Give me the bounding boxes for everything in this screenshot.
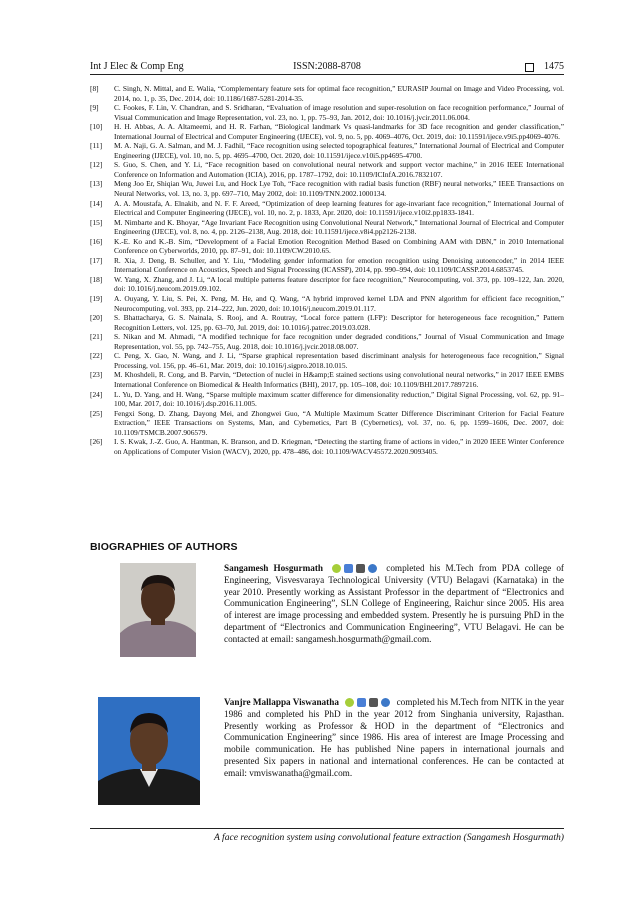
reference-item [90, 390, 564, 409]
reference-item [90, 199, 564, 218]
reference-number: [12] [90, 160, 103, 170]
reference-item [90, 275, 564, 294]
reference-number: [17] [90, 255, 103, 265]
reference-number: [9] [90, 103, 99, 113]
portrait-image [98, 697, 200, 805]
profile-icons [345, 698, 390, 707]
reference-text: I. S. Kwak, J.-Z. Guo, A. Hantman, K. Branson, and D. Kriegman, “Detecting the starting frame of actions in video,” in 2020 IEEE Winter Conference on Applications of Computer Vision (WACV), 2020, pp. 478–486, doi: 10.1109/WACV45572.2020.9093405. [114, 437, 564, 456]
reference-text: M. Nimbarte and K. Bhoyar, “Age Invariant Face Recognition using Convolutional Neural Network,” International Journal of Electrical and Computer Engineering (IJECE), vol. 8, no. 4, pp. 2126–2138, Aug. 2018, doi: 10.11591/ijece.v8i4.pp2126-2138. [114, 217, 564, 237]
scopus-icon[interactable] [356, 564, 365, 573]
reference-item [90, 294, 564, 313]
reference-number: [16] [90, 236, 103, 246]
reference-text: R. Xia, J. Deng, B. Schuller, and Y. Liu, “Modeling gender information for emotion recognition using Denoising autoencoder,” in 2014 IEEE International Conference on Acoustics, Speech and Signal Processing (ICASSP), 2014, pp. 990–994, doi: 10.1109/ICASSP.2014.6853745. [114, 255, 564, 275]
reference-number: [13] [90, 179, 103, 189]
author-description: completed his M.Tech from PDA college of Engineering, Visvesvaraya Technological University (VTU) Belagavi (Karnataka) in the year 2010. Presently working as Assistant Professor in the department of “Electronics and Communication Engineering”, SLN College of Engineering, Raichur since 2005. His area of interest are image processing and embedded system. Presently he is pursuing PhD in the department of “Electronics and Communication Engineering”, VTU Belagavi. He can be contacted at email: sangamesh.hosgurmath@gmail.com. [224, 563, 564, 644]
reference-text: M. Khoshdeli, R. Cong, and B. Parvin, “Detection of nuclei in H&amp;E stained sections using convolutional neural networks,” in 2017 IEEE EMBS International Conference on Biomedical & Health Informatics (BHI), 2017, pp. 105–108, doi: 10.1109/BHI.2017.7897216. [114, 370, 564, 389]
author-description: completed his M.Tech from NITK in the year 1986 and completed his PhD in the year 2012 from Singhania university, Rajasthan. Presently working as Professor & HOD in the department of “Electronics and Communication Engineering” since 1986. His area of interest are Image Processing and mobile communication. He has published Nine papers in international journals and presented Six papers in national and international conferences. He can be contacted at email: vmviswanatha@gmail.com. [224, 697, 564, 778]
reference-text: K.-E. Ko and K.-B. Sim, “Development of a Facial Emotion Recognition Method Based on Combining AAM with DBN,” in 2010 International Conference on Cyberworlds, 2010, pp. 87–91, doi: 10.1109/CW.2010.65. [114, 236, 564, 256]
reference-number: [15] [90, 217, 103, 227]
reference-item [90, 351, 564, 370]
reference-text: M. A. Naji, G. A. Salman, and M. J. Fadhil, “Face recognition using selected topographical features,” International Journal of Electrical and Computer Engineering (IJECE), vol. 10, no. 5, pp. 4695–4700, Oct. 2020, doi: 10.11591/ijece.v10i5.pp4695-4700. [114, 141, 564, 160]
scopus-icon[interactable] [369, 698, 378, 707]
reference-item [90, 122, 564, 141]
author-name: Sangamesh Hosgurmath [224, 563, 324, 573]
reference-list [90, 84, 564, 456]
reference-item [90, 141, 564, 160]
reference-text: S. Guo, S. Chen, and Y. Li, “Face recognition based on convolutional neural network and support vector machine,” in 2016 IEEE International Conference on Information and Automation (ICIA), 2016, pp. 1787–1792, doi: 10.1109/ICInfA.2016.7832107. [114, 160, 564, 179]
issn: ISSN:2088-8708 [293, 61, 361, 72]
section-heading: BIOGRAPHIES OF AUTHORS [90, 541, 238, 553]
orcid-icon[interactable] [332, 564, 341, 573]
orcid-icon[interactable] [345, 698, 354, 707]
reference-text: A. A. Moustafa, A. Elnakib, and N. F. F. Areed, “Optimization of deep learning features for age-invariant face recognition,” International Journal of Electrical and Computer Engineering (IJECE), vol. 10, no. 2, p. 1833, Apr. 2020, doi: 10.11591/ijece.v10i2.pp1833-1841. [114, 198, 564, 218]
square-icon [525, 63, 534, 72]
reference-number: [11] [90, 141, 103, 151]
author-photo [120, 563, 196, 657]
reference-item [90, 437, 564, 456]
reference-number: [14] [90, 198, 103, 208]
google-scholar-icon[interactable] [357, 698, 366, 707]
reference-number: [24] [90, 389, 103, 399]
reference-number: [22] [90, 351, 103, 361]
reference-number: [23] [90, 370, 103, 380]
running-footer: A face recognition system using convolutional feature extraction (Sangamesh Hosgurmath) [213, 832, 564, 843]
page-number-group [525, 60, 564, 74]
reference-text: C. Peng, X. Gao, N. Wang, and J. Li, “Sparse graphical representation based discriminant analysis for heterogeneous face recognition,” Signal Processing, vol. 156, pp. 46–61, Mar. 2019, doi: 10.1016/j.sigpro.2018.10.015. [114, 351, 564, 370]
publons-icon[interactable] [381, 698, 390, 707]
reference-item [90, 409, 564, 438]
footer-divider [90, 828, 564, 829]
running-header [90, 60, 564, 75]
google-scholar-icon[interactable] [344, 564, 353, 573]
reference-number: [20] [90, 313, 103, 323]
reference-number: [19] [90, 294, 103, 304]
reference-number: [26] [90, 437, 103, 447]
journal-name: Int J Elec & Comp Eng [90, 61, 184, 72]
reference-number: [10] [90, 122, 103, 132]
reference-number: [25] [90, 408, 103, 418]
reference-item [90, 237, 564, 256]
author-name: Vanjre Mallappa Viswanatha [224, 697, 339, 707]
reference-text: W. Yang, X. Zhang, and J. Li, “A local multiple patterns feature descriptor for face recognition,” Neurocomputing, vol. 373, pp. 109–122, Jan. 2020, doi: 10.1016/j.neucom.2019.09.102. [114, 274, 564, 294]
reference-text: C. Singh, N. Mittal, and E. Walia, “Complementary feature sets for optimal face recognition,” EURASIP Journal on Image and Video Processing, vol. 2014, no. 1, p. 35, Dec. 2014, doi: 10.1186/1687-5281-2014-35. [114, 84, 564, 103]
reference-number: [18] [90, 274, 103, 284]
portrait-image [120, 563, 196, 657]
reference-text: C. Fookes, F. Lin, V. Chandran, and S. Sridharan, “Evaluation of image resolution and super-resolution on face recognition performance,” Journal of Visual Communication and Image Representation, vol. 23, no. 1, pp. 75–93, Jan. 2012, doi: 10.1016/j.jvcir.2011.06.004. [114, 103, 564, 122]
reference-item [90, 179, 564, 198]
bio-text [224, 697, 564, 780]
reference-item [90, 160, 564, 179]
publons-icon[interactable] [368, 564, 377, 573]
reference-text: H. H. Abbas, A. A. Altameemi, and H. R. Farhan, “Biological landmark Vs quasi-landmarks for 3D face recognition and gender classification,” International Journal of Electrical and Computer Engineering (IJECE), vol. 9, no. 5, pp. 4069–4076, Oct. 2019, doi: 10.11591/ijece.v9i5.pp4069-4076. [114, 122, 564, 141]
reference-text: Meng Joo Er, Shiqian Wu, Juwei Lu, and Hock Lye Toh, “Face recognition with radial basis function (RBF) neural networks,” IEEE Transactions on Neural Networks, vol. 13, no. 3, pp. 697–710, May 2002, doi: 10.1109/TNN.2002.1000134. [114, 179, 564, 199]
reference-item [90, 218, 564, 237]
author-bio [90, 563, 564, 673]
reference-item [90, 103, 564, 122]
reference-text: A. Ouyang, Y. Liu, S. Pei, X. Peng, M. He, and Q. Wang, “A hybrid improved kernel LDA and PNN algorithm for efficient face recognition,” Neurocomputing, vol. 393, pp. 214–222, Jun. 2020, doi: 10.1016/j.neucom.2019.01.117. [114, 294, 564, 313]
reference-item [90, 84, 564, 103]
author-bio [90, 697, 564, 807]
reference-text: L. Yu, D. Yang, and H. Wang, “Sparse multiple maximum scatter difference for dimensionality reduction,” Digital Signal Processing, vol. 62, pp. 91–100, Mar. 2017, doi: 10.1016/j.dsp.2016.11.005. [114, 389, 564, 409]
reference-item [90, 370, 564, 389]
reference-item [90, 256, 564, 275]
bio-text [224, 563, 564, 646]
reference-text: S. Nikan and M. Ahmadi, “A modified technique for face recognition under degraded conditions,” Journal of Visual Communication and Image Representation, vol. 55, pp. 742–755, Aug. 2018, doi: 10.1016/j.jvcir.2018.08.007. [114, 332, 564, 351]
reference-item [90, 313, 564, 332]
reference-text: S. Bhattacharya, G. S. Nainala, S. Rooj, and A. Routray, “Local force pattern (LFP): Descriptor for heterogeneous face recognition,” Pattern Recognition Letters, vol. 125, pp. 63–70, Jul. 2019, doi: 10.1016/j.patrec.2019.03.028. [114, 313, 564, 332]
page-number: 1475 [544, 61, 564, 72]
reference-number: [21] [90, 332, 103, 342]
reference-text: Fengxi Song, D. Zhang, Dayong Mei, and Zhongwei Guo, “A Multiple Maximum Scatter Difference Discriminant Criterion for Facial Feature Extraction,” IEEE Transactions on Systems, Man, and Cybernetics, Part B (Cybernetics), vol. 37, no. 6, pp. 1599–1606, Dec. 2007, doi: 10.1109/TSMCB.2007.906579. [114, 408, 564, 437]
profile-icons [332, 564, 377, 573]
reference-number: [8] [90, 84, 99, 93]
reference-item [90, 332, 564, 351]
author-photo [98, 697, 200, 805]
